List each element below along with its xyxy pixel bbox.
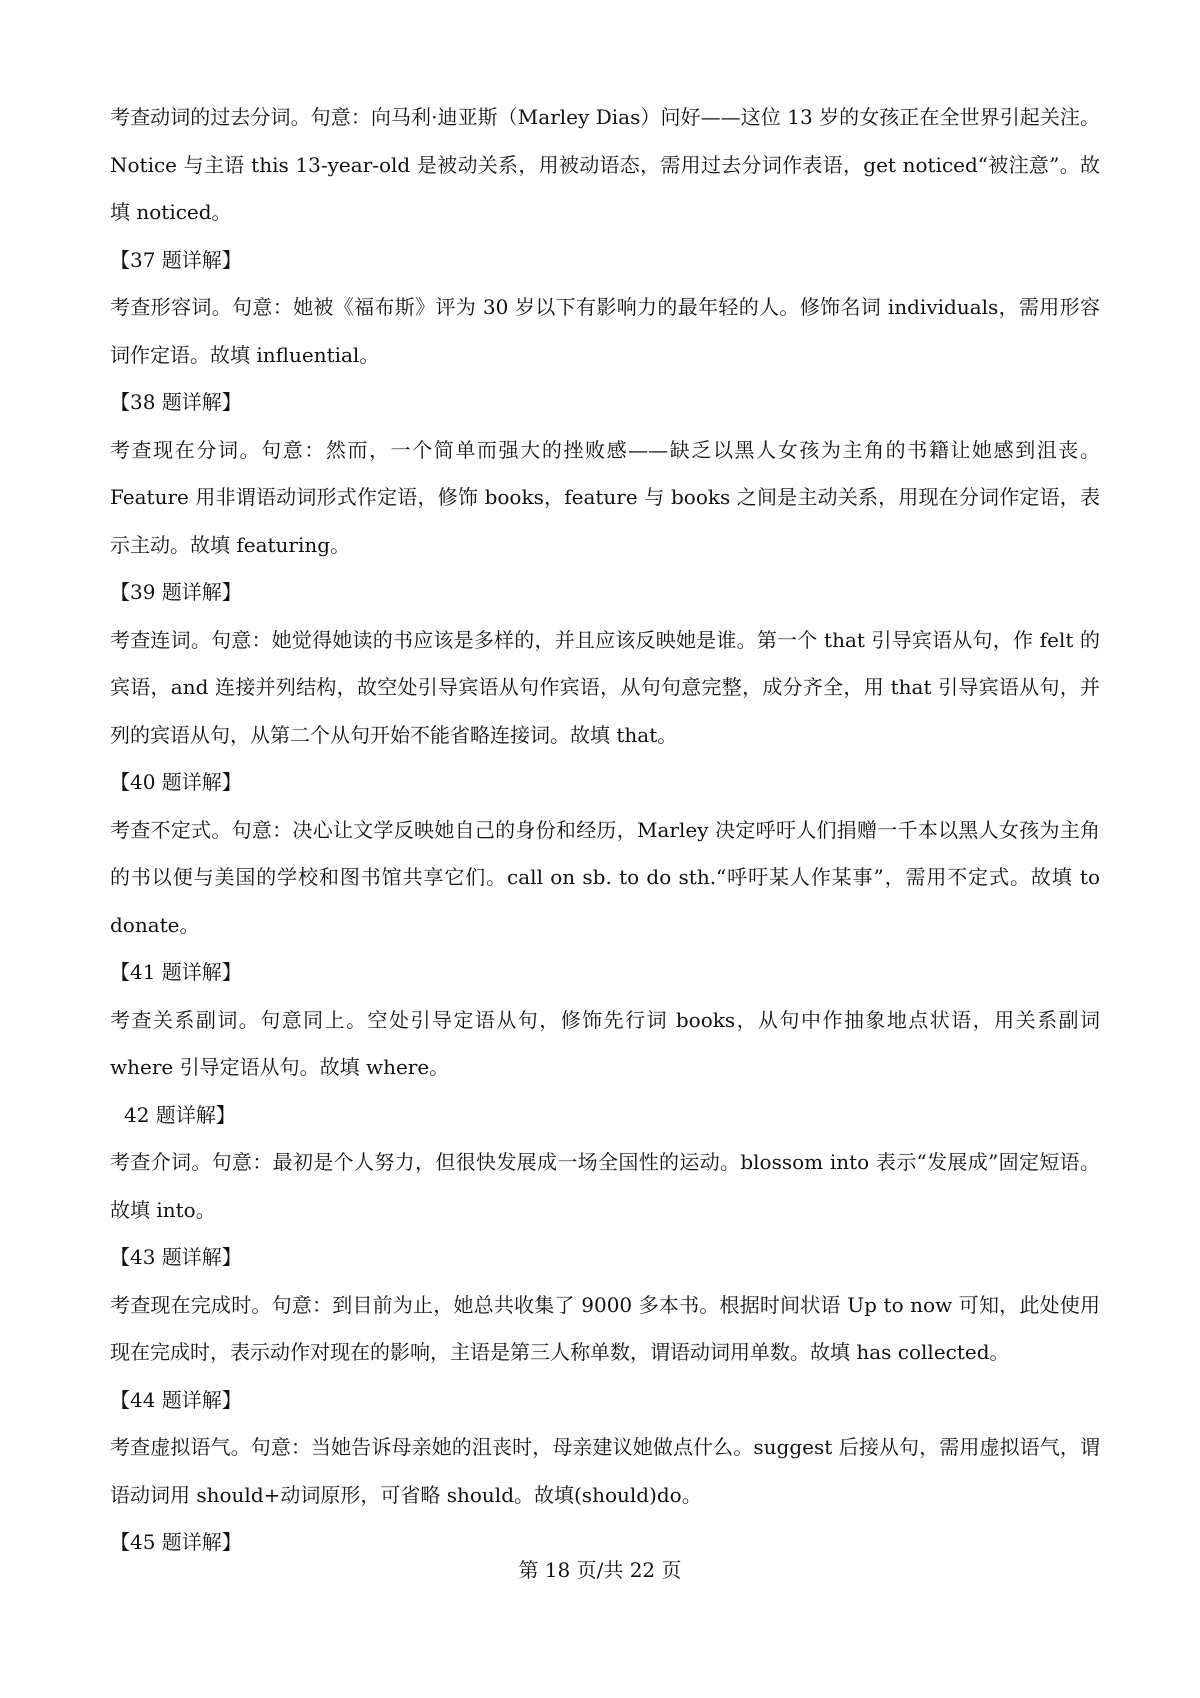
section-heading-41: 【41 题详解】 — [110, 960, 242, 984]
section-heading-38: 【38 题详解】 — [110, 390, 242, 414]
answer-explanation-42: 考查介词。句意：最初是个人努力，但很快发展成一场全国性的运动。blossom into 表示“发展成”固定短语。故填 into。 — [110, 1150, 1100, 1222]
section-heading-37: 【37 题详解】 — [110, 247, 242, 272]
answer-explanation-43: 考查现在完成时。句意：到目前为止，她总共收集了 9000 多本书。根据时间状语 Up to now 可知，此处使用现在完成时，表示动作对现在的影响，主语是第三人称单数，谓语动词用单数。故填 has collected。 — [110, 1292, 1100, 1364]
page-content — [110, 94, 1100, 1567]
answer-explanation-41: 考查关系副词。句意同上。空处引导定语从句，修饰先行词 books，从句中作抽象地点状语，用关系副词 where 引导定语从句。故填 where。 — [110, 1007, 1100, 1079]
answer-explanation-36: 考查动词的过去分词。句意：向马利·迪亚斯（Marley Dias）问好——这位 13 岁的女孩正在全世界引起关注。Notice 与主语 this 13-year-old 是被动关系，用被动语态，需用过去分词作表语，get noticed“被注意”。故填 noticed。 — [110, 105, 1100, 224]
section-heading-45: 【45 题详解】 — [110, 1530, 242, 1554]
answer-explanation-39: 考查连词。句意：她觉得她读的书应该是多样的，并且应该反映她是谁。第一个 that 引导宾语从句，作 felt 的宾语，and 连接并列结构，故空处引导宾语从句作宾语，从句句意完整，成分齐全，用 that 引导宾语从句，并列的宾语从句，从第二个从句开始不能省略连接词。故填 that。 — [110, 627, 1100, 747]
answer-explanation-44: 考查虚拟语气。句意：当她告诉母亲她的沮丧时，母亲建议她做点什么。suggest 后接从句，需用虚拟语气，谓语动词用 should+动词原形，可省略 should。故填(should)do。 — [110, 1435, 1100, 1507]
section-heading-43: 【43 题详解】 — [110, 1245, 242, 1269]
section-heading-42: 42 题详解】 — [124, 1102, 236, 1127]
section-heading-44: 【44 题详解】 — [110, 1387, 242, 1412]
answer-explanation-40: 考查不定式。句意：决心让文学反映她自己的身份和经历，Marley 决定呼吁人们捐赠一千本以黑人女孩为主角的书以便与美国的学校和图书馆共享它们。call on sb. to do sth.“呼吁某人作某事”，需用不定式。故填 to donate。 — [110, 817, 1100, 937]
answer-explanation-37: 考查形容词。句意：她被《福布斯》评为 30 岁以下有影响力的最年轻的人。修饰名词 individuals，需用形容词作定语。故填 influential。 — [110, 295, 1100, 367]
section-heading-39: 【39 题详解】 — [110, 580, 242, 604]
section-heading-40: 【40 题详解】 — [110, 770, 242, 794]
page-footer — [0, 1555, 1200, 1585]
answer-explanation-38: 考查现在分词。句意：然而，一个简单而强大的挫败感——缺乏以黑人女孩为主角的书籍让她感到沮丧。Feature 用非谓语动词形式作定语，修饰 books，feature 与 books 之间是主动关系，用现在分词作定语，表示主动。故填 featuring。 — [110, 437, 1100, 557]
page-number-label: 第 18 页/共 22 页 — [518, 1558, 682, 1582]
